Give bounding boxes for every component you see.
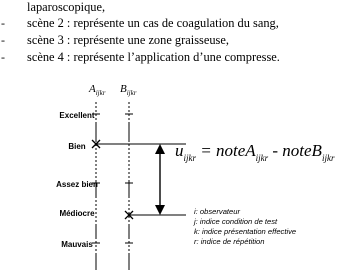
difference-formula: $u_{ijkr}$ = noteA$_{ijkr}$ - noteB$_{ijkr}$ [175,141,335,163]
bullet-dash: - [1,50,5,64]
scale-label-excellent: Excellent [59,111,95,120]
column-b-heading: $B_{ijkr}$ [120,83,137,97]
tick-marks [92,114,133,243]
text-line-2: scène 3 : représente une zone graisseuse, [27,33,229,47]
text-line-1: scène 2 : représente un cas de coagulation du sang, [27,16,279,30]
scale-label-assez-bien: Assez bien [56,180,98,189]
legend-condition: j: indice condition de test [194,217,278,226]
scale-label-bien: Bien [68,142,86,151]
column-a-heading: $A_{ijkr}$ [89,83,106,97]
bullet-dash: - [1,33,5,47]
legend-observateur: i: observateur [194,207,241,216]
legend-repetition: r: indice de répétition [194,237,265,246]
scale-label-mediocre: Médiocre [59,209,95,218]
legend-presentation: k: indice présentation effective [194,227,297,236]
text-line-3: scène 4 : représente l’application d’une compresse. [27,50,280,64]
text-line-0: laparoscopique, [27,0,106,14]
scale-label-mauvais: Mauvais [61,240,93,249]
bullet-dash: - [1,16,5,30]
